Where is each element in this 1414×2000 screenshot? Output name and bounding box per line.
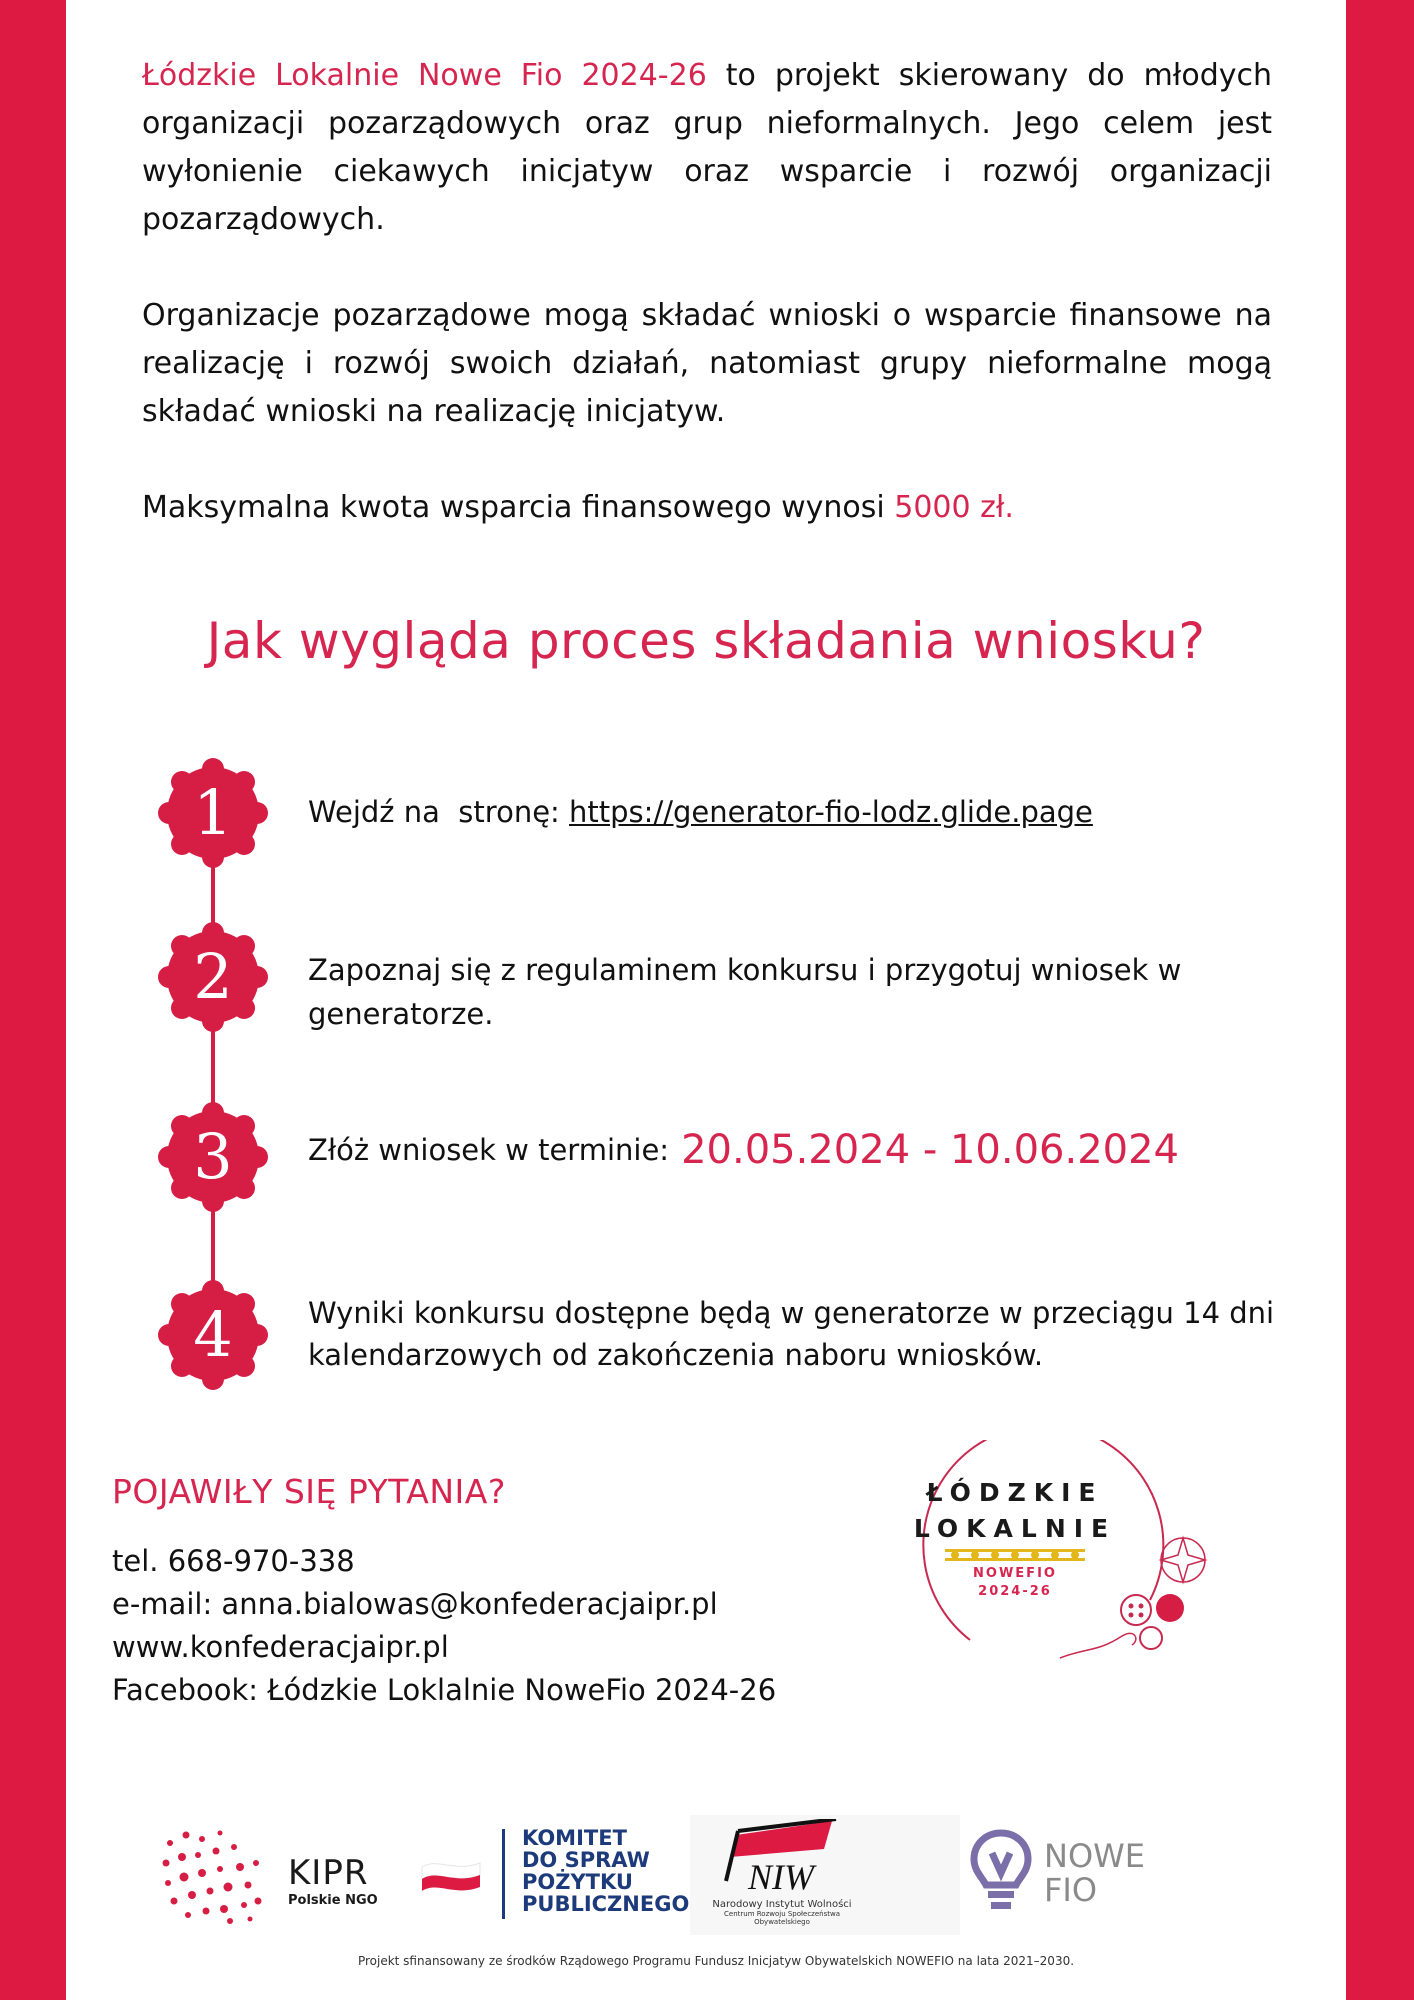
niw-caption-line-1: Narodowy Instytut Wolności — [712, 1899, 852, 1910]
intro-paragraph-1 — [142, 52, 1272, 244]
intro-paragraph-2: Organizacje pozarządowe mogą składać wnioski o wsparcie finansowe na realizację i rozwój swoich działań, natomiast grupy nieformalne mogą składać wnioski na realizację inicjatyw. — [142, 298, 1272, 429]
nowefio-line-2: FIO — [1044, 1871, 1098, 1909]
nowefio-line-1: NOWE — [1044, 1837, 1145, 1875]
komitet-divider — [502, 1829, 505, 1919]
komitet-line-1: KOMITET — [522, 1826, 627, 1850]
step-2-text: Zapoznaj się z regulaminem konkursu i przygotuj wniosek w generatorze. — [308, 953, 1182, 1031]
komitet-line-4: PUBLICZNEGO — [522, 1892, 690, 1916]
step-4-text: Wyniki konkursu dostępne będą w generatorze w przeciągu 14 dni kalendarzowych od zakończenia naboru wniosków. — [308, 1296, 1275, 1372]
funding-footnote: Projekt sfinansowany ze środków Rządowego Programu Fundusz Inicjatyw Obywatelskich NOWEFIO na lata 2021–2030. — [357, 1954, 1075, 1968]
step-3-text — [308, 1128, 1288, 1172]
submission-date-range: 20.05.2024 - 10.06.2024 — [681, 1127, 1179, 1173]
komitet-line-3: POŻYTKU — [522, 1870, 633, 1894]
questions-heading: POJAWIŁY SIĘ PYTANIA? — [112, 1472, 506, 1511]
komitet-logo-text — [522, 1827, 689, 1915]
intro-paragraph-1-text: to projekt skierowany do młodych organizacji pozarządowych oraz grup nieformalnych. Jego celem jest wyłonienie ciekawych inicjatyw oraz wsparcie i rozwój organizacji pozarządowych. — [142, 58, 1272, 237]
funding-amount-text: Maksymalna kwota wsparcia finansowego wynosi — [142, 490, 895, 525]
step-2-number: 2 — [193, 940, 233, 1013]
svg-text:NIW: NIW — [748, 1857, 814, 1897]
contact-website[interactable]: www.konfederacjaipr.pl — [112, 1630, 449, 1664]
timeline-line — [211, 800, 215, 1320]
contact-block — [112, 1540, 776, 1712]
step-3-label: Złóż wniosek w terminie: — [308, 1133, 670, 1167]
step-1-label: Wejdź na stronę: — [308, 795, 570, 829]
right-red-border — [1346, 0, 1414, 2000]
logo-line-1: ŁÓDZKIE — [926, 1478, 1104, 1507]
left-red-border — [0, 0, 66, 2000]
process-heading: Jak wygląda proces składania wniosku? — [206, 612, 1206, 670]
logo-line-2: LOKALNIE — [913, 1514, 1117, 1543]
niw-logo-icon — [708, 1819, 858, 1899]
kipr-dots-icon — [158, 1825, 268, 1925]
contact-phone[interactable]: tel. 668-970-338 — [112, 1544, 355, 1578]
step-4-number: 4 — [193, 1298, 233, 1371]
contact-facebook[interactable]: Facebook: Łódzkie Loklalnie NoweFio 2024-26 — [112, 1673, 777, 1707]
step-1-number: 1 — [193, 776, 233, 849]
generator-link[interactable]: https://generator-fio-lodz.glide.page — [569, 795, 1093, 829]
step-2-badge — [158, 922, 268, 1032]
funding-amount: 5000 zł. — [894, 490, 1014, 525]
kipr-subtitle: Polskie NGO — [288, 1893, 378, 1908]
step-3-badge — [158, 1102, 268, 1212]
step-1-text — [308, 790, 1288, 834]
step-1-badge — [158, 758, 268, 868]
komitet-line-2: DO SPRAW — [522, 1848, 650, 1872]
contact-email[interactable]: e-mail: anna.bialowas@konfederacjaipr.pl — [112, 1587, 718, 1621]
niw-caption-line-2: Centrum Rozwoju Społeczeństwa Obywatelskiego — [724, 1910, 840, 1926]
nowefio-text — [1044, 1839, 1145, 1907]
funding-amount-paragraph — [142, 484, 1272, 532]
sponsor-logos — [150, 1815, 1150, 1935]
step-4-badge — [158, 1280, 268, 1390]
step-3-number: 3 — [193, 1120, 233, 1193]
polish-flag-icon — [420, 1855, 482, 1895]
project-name: Łódzkie Lokalnie Nowe Fio 2024-26 — [142, 58, 707, 93]
lodzkie-lokalnie-logo — [900, 1440, 1230, 1700]
niw-caption — [702, 1899, 862, 1926]
nowefio-bulb-icon — [970, 1829, 1032, 1919]
kipr-name: KIPR — [288, 1853, 369, 1893]
logo-sub-2: 2024-26 — [978, 1584, 1052, 1599]
logo-sub-1: NOWEFIO — [973, 1566, 1057, 1581]
